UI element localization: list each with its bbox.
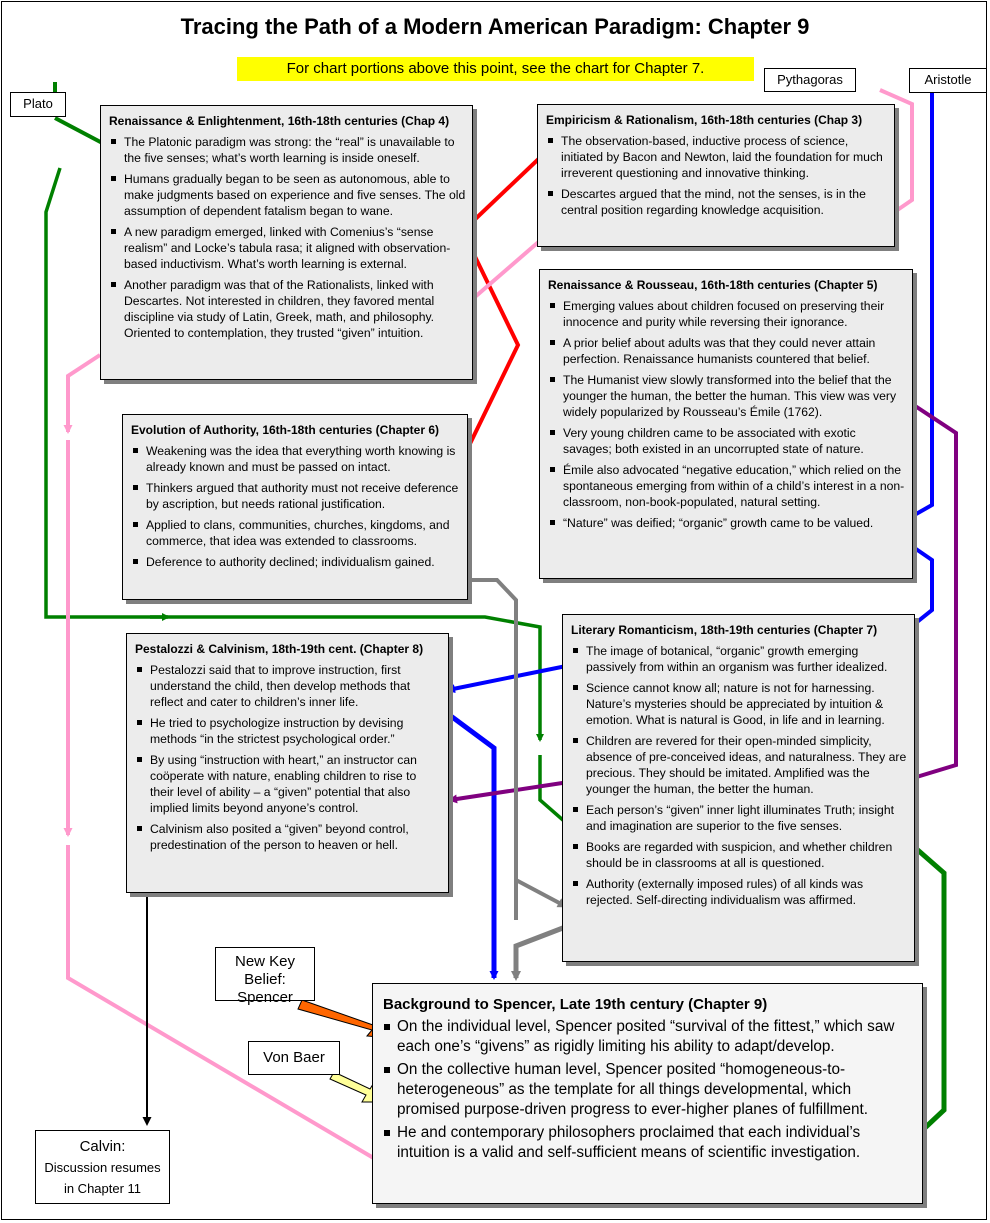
- calvin-line2: Discussion resumes: [44, 1160, 161, 1175]
- list-item: The Platonic paradigm was strong: the “real” is unavailable to the five senses; what’s worth learning is inside oneself.: [109, 134, 466, 166]
- calvin-line3: in Chapter 11: [63, 1181, 142, 1196]
- label-plato: Plato: [10, 92, 66, 117]
- box-renaissance-enlightenment: [100, 105, 473, 380]
- box-literary-romanticism: [562, 614, 915, 962]
- list-item: A prior belief about adults was that they could never attain perfection. Renaissance humanists countered that belief.: [548, 335, 906, 367]
- list-item: On the collective human level, Spencer posited “homogeneous-to-heterogeneous” as the template for all things developmental, which promised purpose-driven progress to ever-higher planes of fulfillment.: [383, 1060, 912, 1120]
- label-von-baer: Von Baer: [248, 1041, 340, 1075]
- list-item: On the individual level, Spencer posited “survival of the fittest,” which saw each one’s “givens” as rigidly limiting his ability to adapt/develop.: [383, 1017, 912, 1057]
- list-item: Humans gradually began to be seen as autonomous, able to make judgments based on experience and five senses. The old assumption of dependent fatalism began to wane.: [109, 171, 466, 219]
- box-empiricism-rationalism: [537, 104, 895, 247]
- list-item: Descartes argued that the mind, not the senses, is in the central position regarding knowledge acquisition.: [546, 186, 888, 218]
- arrow-gray-to-litrom: [516, 880, 565, 906]
- box-title: Literary Romanticism, 18th-19th centuries (Chapter 7): [571, 623, 878, 637]
- box-title: Empiricism & Rationalism, 16th-18th centuries (Chap 3): [546, 113, 863, 127]
- label-pythagoras: Pythagoras: [764, 68, 856, 92]
- new-key-line2: Spencer: [237, 989, 293, 1006]
- box-title: Renaissance & Rousseau, 16th-18th centuries (Chapter 5): [548, 278, 878, 292]
- list-item: The observation-based, inductive process of science, initiated by Bacon and Newton, laid the foundation for much irreverent questioning and innovative thinking.: [546, 133, 888, 181]
- list-item: Thinkers argued that authority must not receive deference by ascription, but needs rational justification.: [131, 480, 461, 512]
- label-calvin: [35, 1130, 170, 1204]
- list-item: A new paradigm emerged, linked with Comenius’s “sense realism” and Locke’s tabula rasa; it aligned with observation-based inductivism. What’s worth learning is external.: [109, 224, 466, 272]
- list-item: By using “instruction with heart,” an instructor can coöperate with nature, enabling children to rise to their level of ability – a “given” potential that also implied limits beyond anyone’s control.: [135, 752, 442, 816]
- list-item: Émile also advocated “negative education,” which relied on the spontaneous emerging from within of a child’s interest in a non-classroom, non-book-populated, natural setting.: [548, 462, 906, 510]
- list-item: Applied to clans, communities, churches, kingdoms, and commerce, that idea was extended to classrooms.: [131, 517, 461, 549]
- list-item: He tried to psychologize instruction by devising methods “in the strictest psychological order.”: [135, 715, 442, 747]
- list-item: Weakening was the idea that everything worth knowing is already known and must be passed on intact.: [131, 443, 461, 475]
- arrow-red-emp-renenl: [468, 150, 548, 226]
- list-item: The image of botanical, “organic” growth emerging passively from within an organism was further idealized.: [571, 643, 908, 675]
- arrow-pink-renenl-down: [68, 355, 100, 432]
- list-item: Books are regarded with suspicion, and whether children should be in classrooms at all is questioned.: [571, 839, 908, 871]
- arrow-gray-litrom-spencer: [516, 926, 568, 978]
- list-item: Each person’s “given” inner light illuminates Truth; insight and imagination are superior to the five senses.: [571, 802, 908, 834]
- box-renaissance-rousseau: [539, 269, 913, 579]
- list-item: “Nature” was deified; “organic” growth came to be valued.: [548, 515, 906, 531]
- list-item: Calvinism also posited a “given” beyond control, predestination of the person to heaven or hell.: [135, 821, 442, 853]
- list-item: Emerging values about children focused on preserving their innocence and purity while reversing their ignorance.: [548, 298, 906, 330]
- box-title: Evolution of Authority, 16th-18th centuries (Chapter 6): [131, 423, 440, 437]
- new-key-line1: New Key Belief:: [234, 953, 296, 988]
- list-item: Science cannot know all; nature is not for harnessing. Nature’s mysteries should be appreciated by intuition & emotion. What is natural is Good, in life and in learning.: [571, 680, 908, 728]
- list-item: Pestalozzi said that to improve instruction, first understand the child, then develop methods that reflect and cater to children’s inner life.: [135, 662, 442, 710]
- page-title: Tracing the Path of a Modern American Paradigm: Chapter 9: [180, 14, 810, 39]
- box-pestalozzi-calvinism: [126, 633, 449, 893]
- box-evolution-authority: [122, 414, 468, 600]
- list-item: Another paradigm was that of the Rationalists, linked with Descartes. Not interested in children, they favored mental discipline via study of Latin, Greek, math, and philosophy. Oriented to contemplation, they trusted “given” intuition.: [109, 277, 466, 341]
- box-title: Pestalozzi & Calvinism, 18th-19th cent. (Chapter 8): [135, 642, 424, 656]
- list-item: Children are revered for their open-minded simplicity, absence of pre-conceived ideas, and naturalness. They are precious. They should be imitated. Amplified was the younger the human, the better the human.: [571, 733, 908, 797]
- list-item: The Humanist view slowly transformed into the belief that the younger the human, the better the human. This view was very widely popularized by Rousseau’s Émile (1762).: [548, 372, 906, 420]
- list-item: He and contemporary philosophers proclaimed that each individual’s intuition is a valid and self-sufficient means of scientific investigation.: [383, 1123, 912, 1163]
- box-title: Renaissance & Enlightenment, 16th-18th centuries (Chap 4): [109, 114, 450, 128]
- list-item: Authority (externally imposed rules) of all kinds was rejected. Self-directing individualism was affirmed.: [571, 876, 908, 908]
- calvin-line1: Calvin:: [79, 1138, 126, 1155]
- box-title: Background to Spencer, Late 19th century (Chapter 9): [383, 996, 768, 1013]
- chart-note: For chart portions above this point, see the chart for Chapter 7.: [237, 57, 754, 81]
- label-aristotle: Aristotle: [909, 68, 987, 93]
- box-background-spencer: [372, 983, 923, 1204]
- list-item: Deference to authority declined; individualism gained.: [131, 554, 461, 570]
- arrow-gray-evolauth-down: [465, 580, 516, 920]
- list-item: Very young children came to be associated with exotic savages; both existed in an uncorrupted state of nature.: [548, 425, 906, 457]
- label-new-key-belief: [215, 947, 315, 1006]
